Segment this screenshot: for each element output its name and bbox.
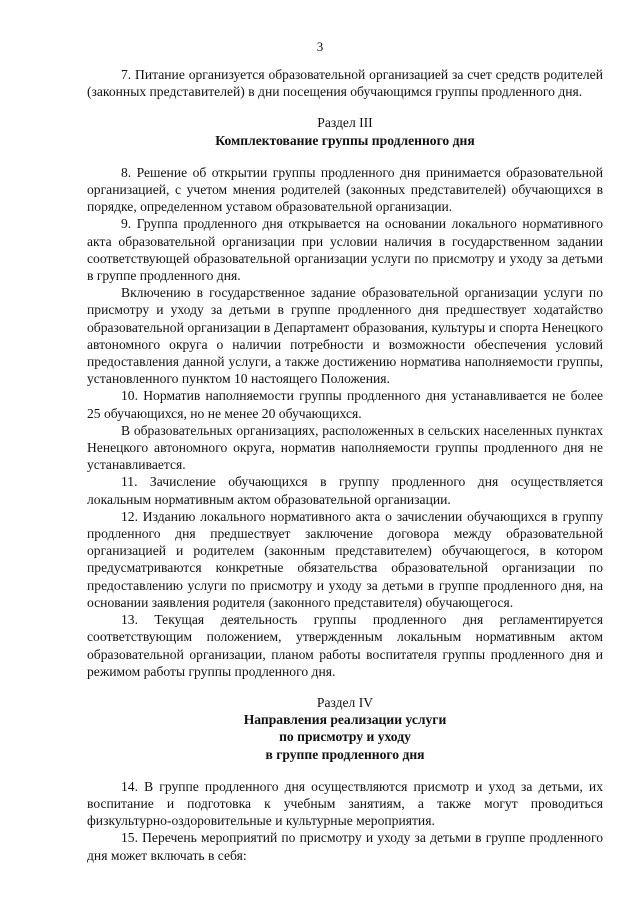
paragraph-8: 8. Решение об открытии группы продленного дня принимается образовательной организацией, с учетом мнения родителей (законных представителей) обучающихся в порядке, определенном уставом образовательной организации. <box>87 164 603 215</box>
paragraph-9-continued: Включению в государственное задание образовательной организации услуги по присмотру и уходу за детьми в группе продленного дня предшествует ходатайство образовательной организации в Департамент образования, культуры и спорта Ненецкого автономного округа о наличии потребности и возможности обеспечения условий предоставления данной услуги, а также достижению норматива наполняемости группы, установленного пунктом 10 настоящего Положения. <box>87 285 603 387</box>
paragraph-11: 11. Зачисление обучающихся в группу продленного дня осуществляется локальным нормативным актом образовательной организации. <box>87 474 603 507</box>
section-4-label: Раздел IV <box>316 694 374 710</box>
document-body <box>87 66 603 864</box>
paragraph-10-continued: В образовательных организациях, расположенных в сельских населенных пунктах Ненецкого автономного округа, норматив наполняемости группы продленного дня не устанавливается. <box>87 422 603 473</box>
paragraph-9: 9. Группа продленного дня открывается на основании локального нормативного акта образовательной организации при условии наличия в государственном задании соответствующей образовательной организации услуги по присмотру и уходу за детьми в группе продленного дня. <box>87 216 603 284</box>
section-3-title: Комплектование группы продленного дня <box>215 132 475 148</box>
paragraph-7: 7. Питание организуется образовательной организацией за счет средств родителей (законных представителей) в дни посещения обучающимся группы продленного дня. <box>87 67 603 100</box>
paragraph-14: 14. В группе продленного дня осуществляются присмотр и уход за детьми, их воспитание и подготовка к учебным занятиям, а также могут проводиться физкультурно-оздоровительные и культурные мероприятия. <box>87 778 603 829</box>
paragraph-15: 15. Перечень мероприятий по присмотру и уходу за детьми в группе продленного дня может включать в себя: <box>87 830 603 863</box>
section-3-label: Раздел III <box>317 115 373 131</box>
section-4-title-line-3: в группе продленного дня <box>265 746 425 762</box>
paragraph-13: 13. Текущая деятельность группы продленного дня регламентируется соответствующим положением, утвержденным локальным нормативным актом образовательной организации, планом работы воспитателя группы продленного дня и режимом работы группы продленного дня. <box>87 612 603 679</box>
section-4-title-line-1: Направления реализации услуги <box>243 712 447 728</box>
paragraph-10: 10. Норматив наполняемости группы продленного дня устанавливается не более 25 обучающихся, но не менее 20 обучающихся. <box>87 388 603 421</box>
paragraph-12: 12. Изданию локального нормативного акта о зачислении обучающихся в группу продленного дня предшествует заключение договора между образовательной организацией и родителем (законным представителем) обучающегося, в котором предусматриваются конкретные обязательства образовательной организации по предоставлению услуги по присмотру и уходу за детьми в группе продленного дня, на основании заявления родителя (законного представителя) обучающегося. <box>87 508 603 610</box>
section-4-title-line-2: по присмотру и уходу <box>279 729 411 745</box>
page-number: 3 <box>316 39 324 54</box>
